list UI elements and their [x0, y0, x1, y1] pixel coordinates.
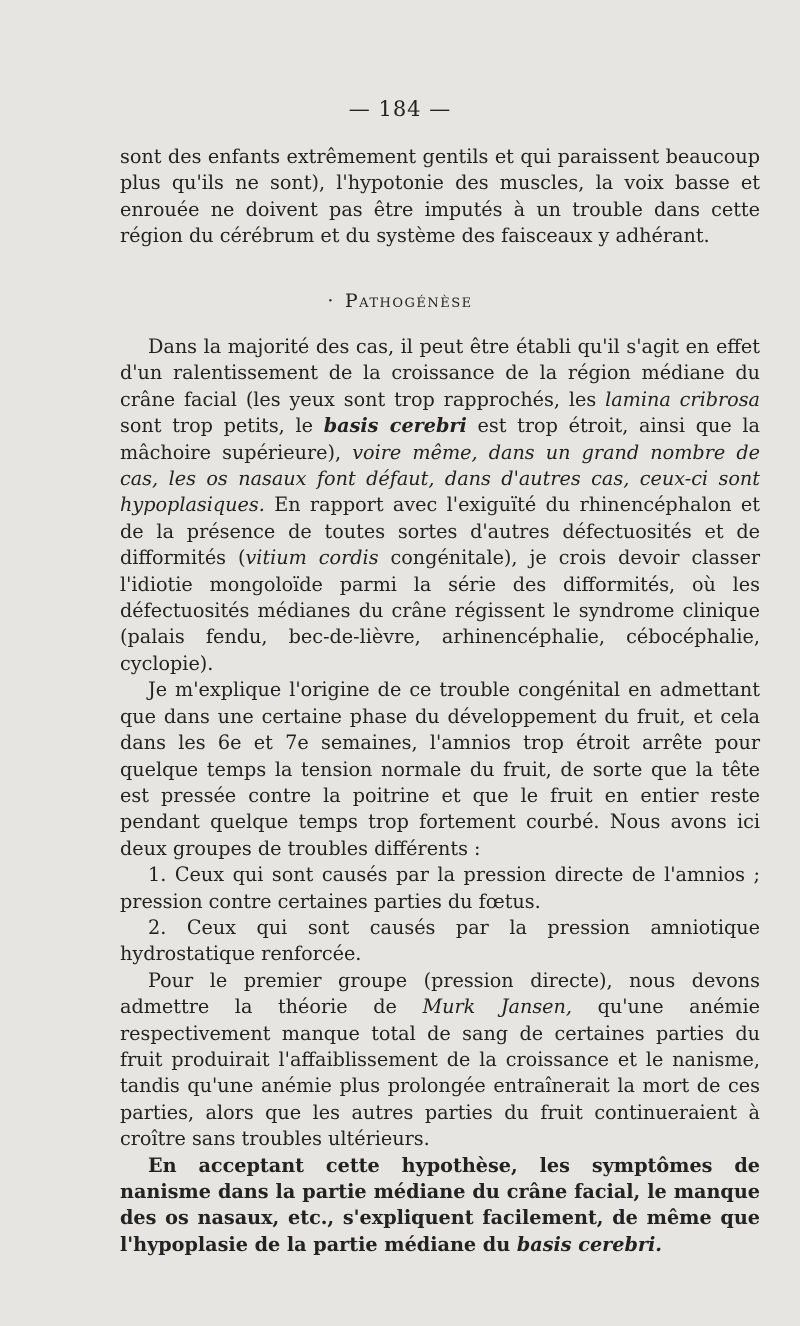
text-run: congénitale), je crois devoir classer l'idiotie mongoloïde parmi la série des difformités, où les défectuosités médianes du crâne régissent le syndrome clinique (palais fendu, bec-de-lièvre, arhinencéphalie, cébocéphalie, cyclopie).	[120, 546, 760, 675]
continuation-paragraph: sont des enfants extrêmement gentils et qui paraissent beaucoup plus qu'ils ne sont), l'hypotonie des muscles, la voix basse et enrouée ne doivent pas être imputés à un trouble dans cette région du cérébrum et du système des faisceaux y adhérant.	[120, 145, 760, 248]
section-body	[120, 334, 760, 1258]
author-name: Murk Jansen,	[422, 995, 572, 1019]
section-heading	[0, 290, 800, 312]
text-run: En acceptant cette hypothèse, les symptômes de nanisme dans la partie médiane du crâne facial, le manque des os nasaux, etc., s'expliquent facilement, de même que l'hypoplasie de la partie médiane du	[120, 1153, 760, 1256]
paragraph-first-group	[120, 968, 760, 1153]
paragraph-pathogenesis	[120, 334, 760, 677]
heading-title: Pathogénèse	[344, 290, 473, 312]
text-run: qu'une anémie respectivement manque total de sang de certaines parties du fruit produirait l'affaiblissement de la croissance et le nanisme, tandis qu'une anémie plus prolongée entraînerait la mort de ces parties, alors que les autres parties du fruit continueraient à croître sans troubles ultérieurs.	[120, 995, 760, 1151]
text-run: est trop étroit, ainsi que la mâchoire supérieure),	[120, 414, 760, 464]
paragraph-hypothesis	[120, 1153, 760, 1259]
text-run: sont trop petits, le	[120, 414, 324, 438]
text-run: Pour le premier groupe (pression directe), nous devons admettre la théorie de	[120, 968, 760, 1019]
italic-term: vitium cordis	[245, 546, 379, 570]
page-number: — 184 —	[348, 97, 452, 121]
italic-term: basis cerebri	[323, 414, 467, 438]
italic-phrase: voire même, dans un grand nombre de cas, les os nasaux font défaut, dans d'autres cas, ceux-ci sont hypoplasiques.	[120, 440, 760, 517]
paragraph-origin: Je m'explique l'origine de ce trouble congénital en admettant que dans une certaine phase du développement du fruit, et cela dans les 6e et 7e semaines, l'amnios trop étroit arrête pour quelque temps la tension normale du fruit, de sorte que la tête est pressée contre la poitrine et que le fruit en entier reste pendant quelque temps trop fortement courbé. Nous avons ici deux groupes de troubles différents :	[120, 678, 760, 860]
italic-term: basis cerebri.	[516, 1232, 662, 1256]
continuation-paragraph-block	[120, 144, 760, 250]
text-run: En rapport avec l'exiguïté du rhinencéphalon et de la présence de toutes sortes d'autres défectuosités et de difformités (	[120, 493, 760, 570]
list-item-2: 2. Ceux qui sont causés par la pression amniotique hydrostatique renforcée.	[120, 915, 760, 966]
italic-term: lamina cribrosa	[605, 387, 761, 411]
list-item-1: 1. Ceux qui sont causés par la pression directe de l'amnios ; pression contre certaines parties du fœtus.	[120, 863, 760, 913]
heading-bullet: ·	[327, 290, 335, 312]
text-run: Dans la majorité des cas, il peut être établi qu'il s'agit en effet d'un ralentissement de la croissance de la région médiane du crâne facial (les yeux sont trop rapprochés, les	[120, 335, 760, 411]
